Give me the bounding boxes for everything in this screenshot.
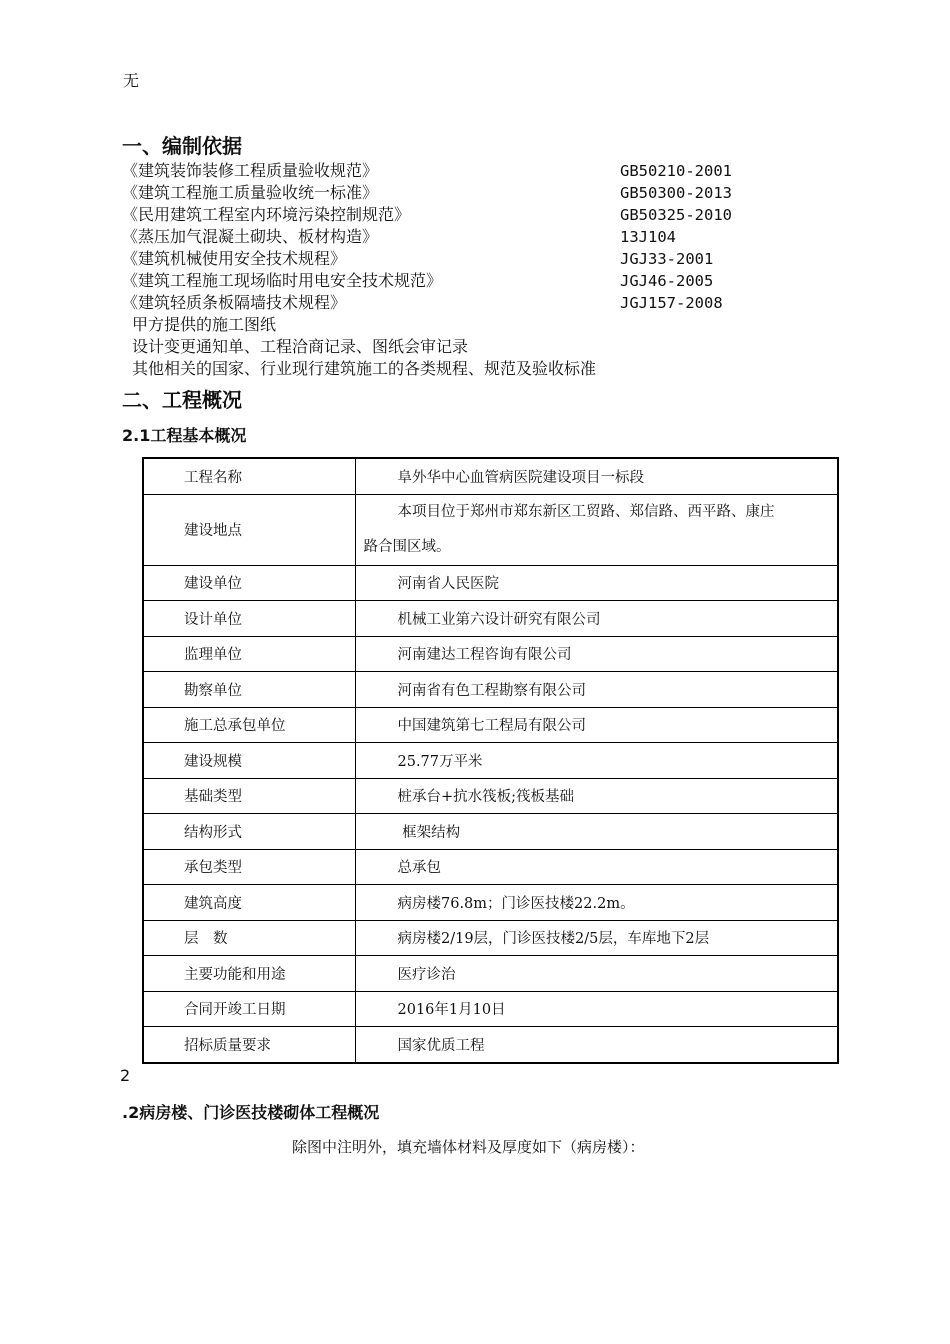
row-value: 阜外华中心血管病医院建设项目一标段 [355, 458, 838, 494]
standard-name: 《民用建筑工程室内环境污染控制规范》 [122, 205, 411, 224]
row-label: 结构形式 [143, 814, 355, 850]
standard-item [122, 226, 822, 248]
row-value: 河南建达工程咨询有限公司 [355, 636, 838, 672]
standard-item [122, 248, 822, 270]
row-label: 施工总承包单位 [143, 707, 355, 743]
row-label: 监理单位 [143, 636, 355, 672]
top-note: 无 [123, 71, 140, 90]
table-row [143, 991, 838, 1027]
row-label: 层 数 [143, 920, 355, 956]
table-row [143, 885, 838, 921]
section2-heading: 二、工程概况 [122, 388, 242, 412]
basis-extra-item: 设计变更通知单、工程洽商记录、图纸会审记录 [132, 337, 469, 356]
table-row [143, 565, 838, 601]
table-row [143, 636, 838, 672]
standard-item [122, 270, 822, 292]
project-info-table [142, 457, 839, 1064]
row-value: 国家优质工程 [355, 1027, 838, 1063]
row-label: 勘察单位 [143, 672, 355, 708]
table-row [143, 956, 838, 992]
table-row [143, 707, 838, 743]
table-row [143, 494, 838, 565]
row-value: 中国建筑第七工程局有限公司 [355, 707, 838, 743]
masonry-intro-text: 除图中注明外，填充墙体材料及厚度如下（病房楼）： [292, 1138, 645, 1156]
row-label: 招标质量要求 [143, 1027, 355, 1063]
basis-extra-item: 甲方提供的施工图纸 [132, 315, 277, 334]
table-row [143, 672, 838, 708]
row-label: 主要功能和用途 [143, 956, 355, 992]
standard-item [122, 160, 822, 182]
table-row [143, 814, 838, 850]
section1-heading: 一、编制依据 [122, 134, 242, 158]
row-value: 机械工业第六设计研究有限公司 [355, 601, 838, 637]
row-label: 建设地点 [143, 494, 355, 565]
standard-name: 《蒸压加气混凝土砌块、板材构造》 [122, 227, 379, 246]
standard-code: GB50325-2010 [620, 206, 732, 224]
table-row [143, 458, 838, 494]
standard-name: 《建筑工程施工现场临时用电安全技术规范》 [122, 271, 443, 290]
standard-code: GB50210-2001 [620, 162, 732, 180]
row-value: 河南省有色工程勘察有限公司 [355, 672, 838, 708]
location-line-1: 本项目位于郑州市郑东新区工贸路、郑信路、西平路、康庄 [397, 503, 775, 520]
standards-list [122, 160, 822, 380]
row-label: 建设单位 [143, 565, 355, 601]
table-row [143, 920, 838, 956]
table-row [143, 1027, 838, 1063]
subsection-2-2-number: 2 [120, 1066, 131, 1085]
table-row [143, 849, 838, 885]
table-row [143, 601, 838, 637]
row-value [355, 494, 838, 565]
standard-code: JGJ46-2005 [620, 272, 714, 290]
row-label: 建设规模 [143, 743, 355, 779]
row-label: 合同开竣工日期 [143, 991, 355, 1027]
row-value: 总承包 [355, 849, 838, 885]
standard-item [122, 292, 822, 314]
table-row [143, 778, 838, 814]
standard-code: GB50300-2013 [620, 184, 732, 202]
table-row [143, 743, 838, 779]
subsection-2-1-heading: 2.1工程基本概况 [122, 426, 247, 445]
row-value: 桩承台+抗水筏板;筏板基础 [355, 778, 838, 814]
standard-item [122, 204, 822, 226]
location-line-2: 路合围区域。 [363, 538, 451, 555]
standard-name: 《建筑轻质条板隔墙技术规程》 [122, 293, 347, 312]
row-label: 建筑高度 [143, 885, 355, 921]
row-value: 河南省人民医院 [355, 565, 838, 601]
subsection-2-2-heading: .2病房楼、门诊医技楼砌体工程概况 [122, 1103, 380, 1122]
row-value: 医疗诊治 [355, 956, 838, 992]
row-label: 设计单位 [143, 601, 355, 637]
row-value: 病房楼2/19层，门诊医技楼2/5层，车库地下2层 [355, 920, 838, 956]
standard-name: 《建筑机械使用安全技术规程》 [122, 249, 347, 268]
row-label: 工程名称 [143, 458, 355, 494]
standard-name: 《建筑装饰装修工程质量验收规范》 [122, 161, 379, 180]
row-label: 基础类型 [143, 778, 355, 814]
row-label: 承包类型 [143, 849, 355, 885]
standard-code: JGJ33-2001 [620, 250, 714, 268]
standard-name: 《建筑工程施工质量验收统一标准》 [122, 183, 379, 202]
basis-extra-item: 其他相关的国家、行业现行建筑施工的各类规程、规范及验收标准 [132, 359, 597, 378]
row-value: 2016年1月10日 [355, 991, 838, 1027]
standard-code: 13J104 [620, 228, 676, 246]
row-value: 病房楼76.8m；门诊医技楼22.2m。 [355, 885, 838, 921]
standard-code: JGJ157-2008 [620, 294, 723, 312]
row-value: 框架结构 [355, 814, 838, 850]
standard-item [122, 182, 822, 204]
row-value: 25.77万平米 [355, 743, 838, 779]
